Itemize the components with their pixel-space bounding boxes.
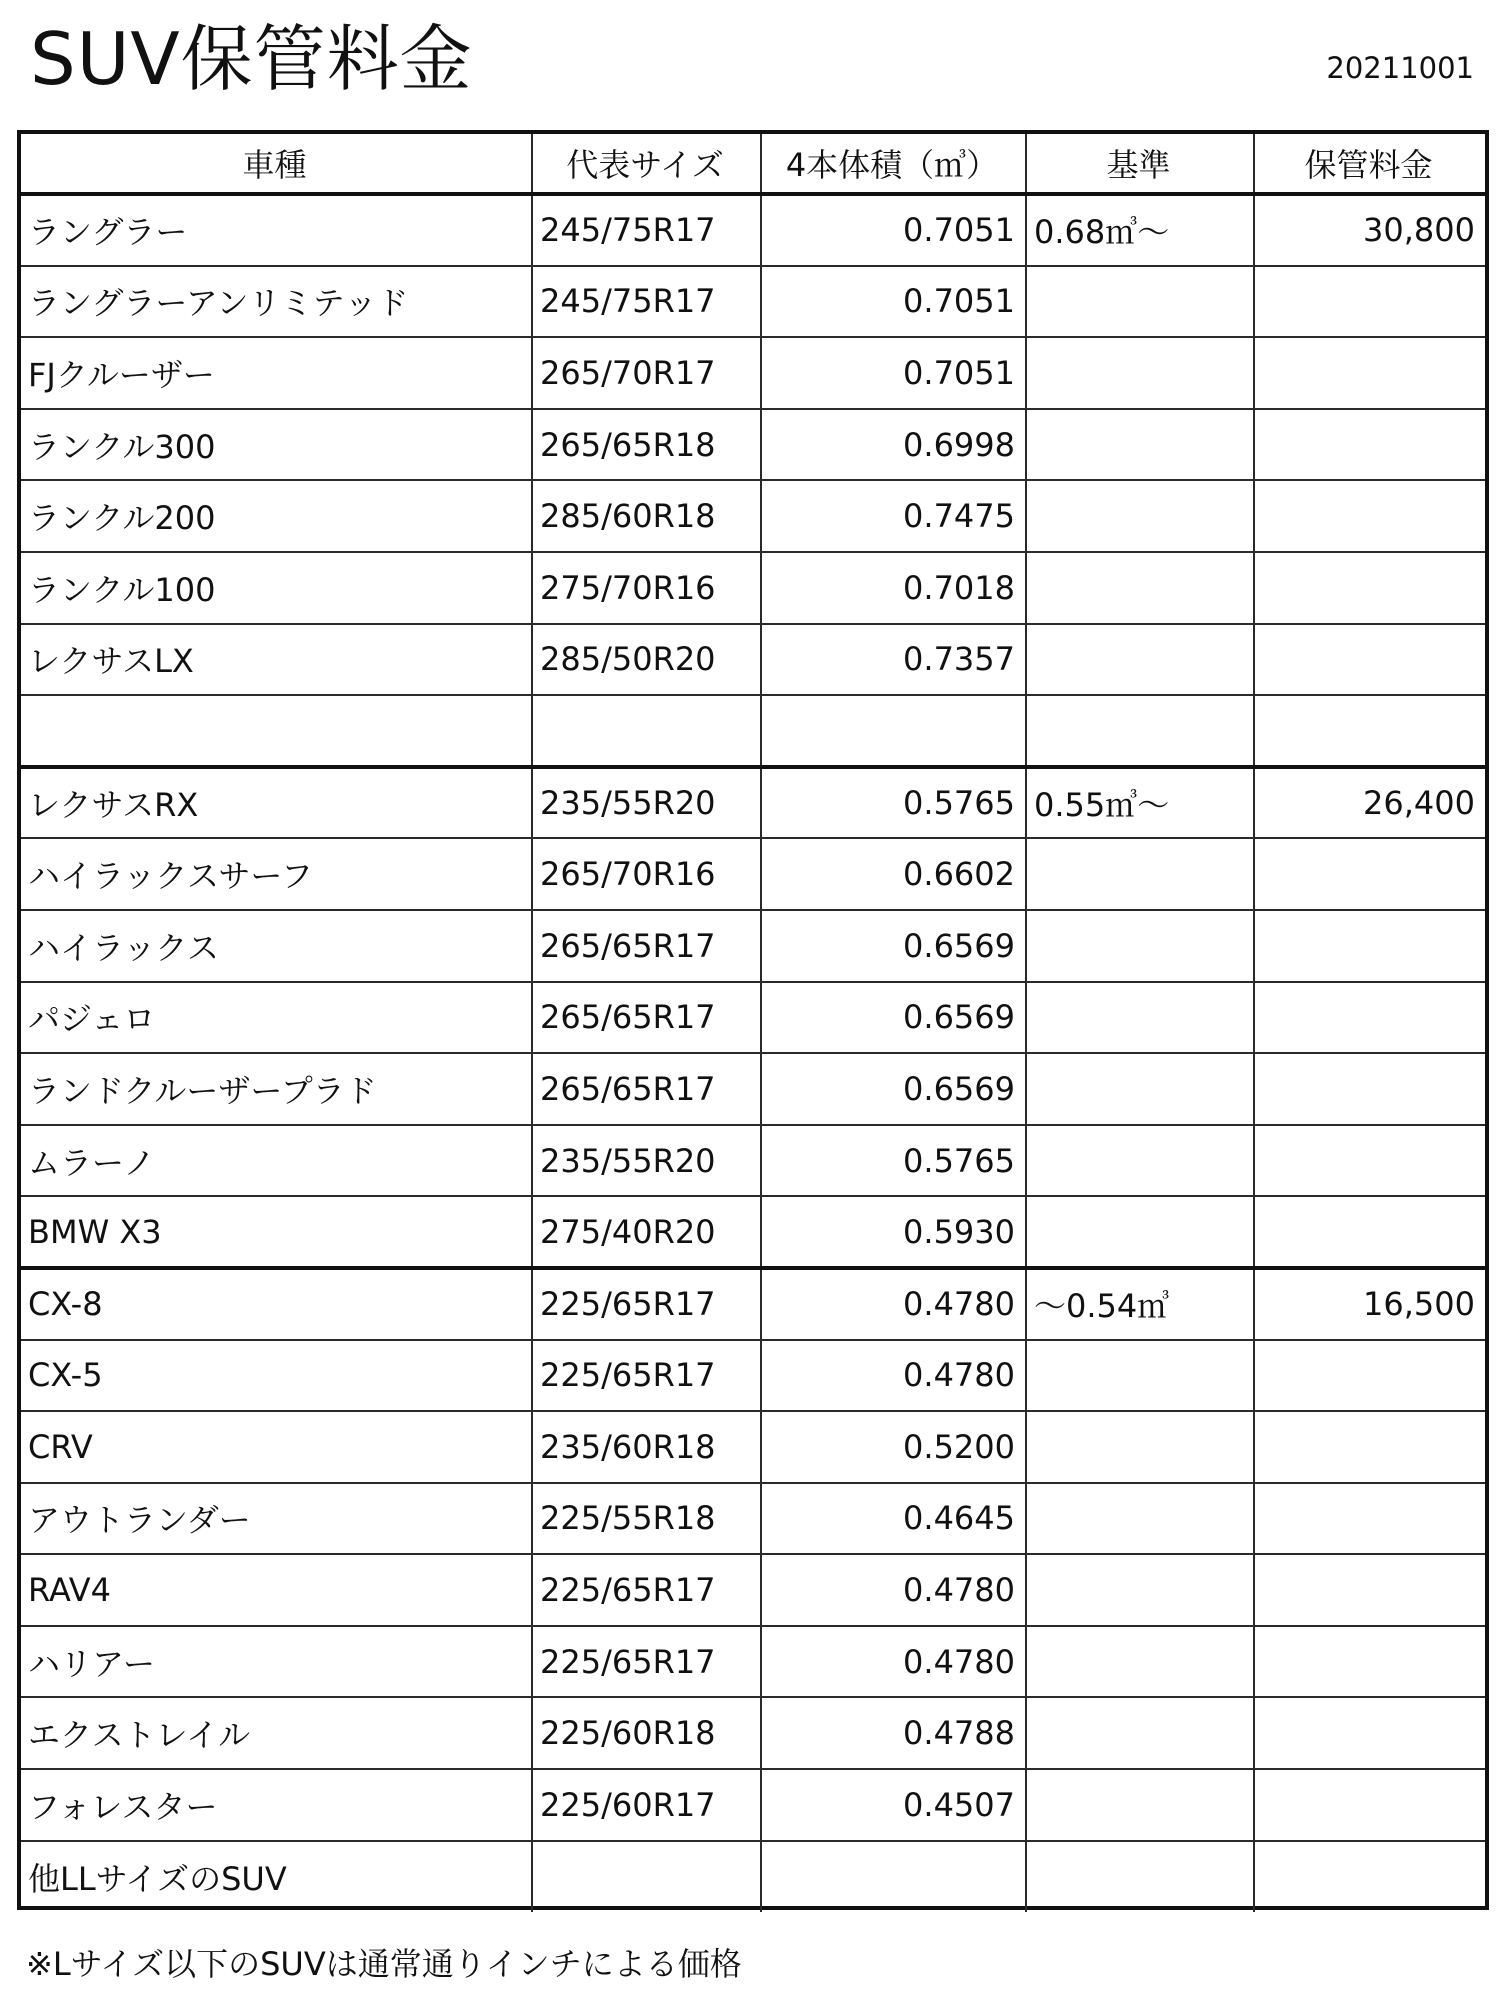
cell-fee — [1254, 1125, 1485, 1197]
cell-fee — [1254, 1554, 1485, 1626]
cell-size: 225/60R18 — [532, 1697, 761, 1769]
cell-volume — [761, 1841, 1026, 1913]
table-row — [21, 552, 1485, 624]
cell-fee — [1254, 838, 1485, 910]
cell-standard — [1026, 838, 1254, 910]
column-header-model: 車種 — [21, 134, 532, 194]
cell-model: ランクル200 — [21, 480, 532, 552]
table-row — [21, 1554, 1485, 1626]
table-row — [21, 1053, 1485, 1125]
cell-size: 245/75R17 — [532, 194, 761, 266]
cell-size: 225/55R18 — [532, 1483, 761, 1555]
cell-volume: 0.6569 — [761, 910, 1026, 982]
cell-standard — [1026, 624, 1254, 696]
cell-size: 225/65R17 — [532, 1340, 761, 1412]
table-row — [21, 767, 1485, 839]
cell-standard — [1026, 1125, 1254, 1197]
cell-fee — [1254, 1769, 1485, 1841]
cell-volume: 0.4780 — [761, 1554, 1026, 1626]
cell-model: ランクル100 — [21, 552, 532, 624]
cell-model: ラングラー — [21, 194, 532, 266]
cell-volume: 0.5765 — [761, 1125, 1026, 1197]
cell-standard — [1026, 1411, 1254, 1483]
cell-volume: 0.4507 — [761, 1769, 1026, 1841]
cell-size: 225/65R17 — [532, 1554, 761, 1626]
cell-standard — [1026, 409, 1254, 481]
cell-fee — [1254, 1841, 1485, 1913]
cell-model: フォレスター — [21, 1769, 532, 1841]
column-header-volume: 4本体積（㎥） — [761, 134, 1026, 194]
cell-size: 265/65R18 — [532, 409, 761, 481]
cell-fee — [1254, 910, 1485, 982]
table-row — [21, 194, 1485, 266]
cell-fee — [1254, 982, 1485, 1054]
cell-volume: 0.6998 — [761, 409, 1026, 481]
cell-size: 275/40R20 — [532, 1196, 761, 1268]
cell-size: 285/60R18 — [532, 480, 761, 552]
cell-size: 235/55R20 — [532, 767, 761, 839]
table-row — [21, 1411, 1485, 1483]
cell-standard — [1026, 1554, 1254, 1626]
page-title: SUV保管料金 — [30, 17, 473, 101]
table-row — [21, 838, 1485, 910]
cell-volume: 0.7357 — [761, 624, 1026, 696]
cell-model: ランドクルーザープラド — [21, 1053, 532, 1125]
cell-standard — [1026, 1697, 1254, 1769]
table-row — [21, 1268, 1485, 1340]
cell-volume: 0.7051 — [761, 337, 1026, 409]
table-row — [21, 624, 1485, 696]
cell-size: 275/70R16 — [532, 552, 761, 624]
cell-volume: 0.6569 — [761, 982, 1026, 1054]
cell-size: 245/75R17 — [532, 266, 761, 338]
cell-volume: 0.4780 — [761, 1268, 1026, 1340]
table-row — [21, 1841, 1485, 1913]
table-row — [21, 695, 1485, 767]
cell-model: CX-8 — [21, 1268, 532, 1340]
cell-standard: 〜0.54㎥ — [1026, 1268, 1254, 1340]
document-date: 20211001 — [1326, 51, 1474, 85]
cell-standard — [1026, 552, 1254, 624]
cell-model: レクサスLX — [21, 624, 532, 696]
cell-size: 265/70R16 — [532, 838, 761, 910]
table-row — [21, 337, 1485, 409]
cell-model: レクサスRX — [21, 767, 532, 839]
table-row — [21, 409, 1485, 481]
cell-volume: 0.6602 — [761, 838, 1026, 910]
cell-fee — [1254, 1340, 1485, 1412]
table-row — [21, 480, 1485, 552]
cell-standard — [1026, 910, 1254, 982]
cell-volume: 0.5930 — [761, 1196, 1026, 1268]
cell-size: 265/65R17 — [532, 1053, 761, 1125]
column-header-size: 代表サイズ — [532, 134, 761, 194]
cell-fee — [1254, 266, 1485, 338]
table-row — [21, 982, 1485, 1054]
cell-size: 225/60R17 — [532, 1769, 761, 1841]
cell-fee — [1254, 1053, 1485, 1125]
cell-standard — [1026, 982, 1254, 1054]
cell-size: 225/65R17 — [532, 1268, 761, 1340]
table-row — [21, 1340, 1485, 1412]
cell-volume: 0.4780 — [761, 1340, 1026, 1412]
cell-volume: 0.4780 — [761, 1626, 1026, 1698]
table-row — [21, 1483, 1485, 1555]
cell-size: 225/65R17 — [532, 1626, 761, 1698]
cell-standard — [1026, 266, 1254, 338]
cell-volume: 0.7051 — [761, 266, 1026, 338]
cell-fee — [1254, 624, 1485, 696]
cell-model: FJクルーザー — [21, 337, 532, 409]
cell-standard — [1026, 337, 1254, 409]
cell-fee — [1254, 480, 1485, 552]
storage-fee-table-frame — [17, 130, 1489, 1910]
column-header-standard: 基準 — [1026, 134, 1254, 194]
cell-fee — [1254, 1626, 1485, 1698]
table-row — [21, 1125, 1485, 1197]
cell-fee — [1254, 409, 1485, 481]
cell-standard — [1026, 1196, 1254, 1268]
cell-volume: 0.5200 — [761, 1411, 1026, 1483]
cell-fee: 30,800 — [1254, 194, 1485, 266]
cell-size — [532, 1841, 761, 1913]
cell-fee: 26,400 — [1254, 767, 1485, 839]
cell-standard — [1026, 695, 1254, 767]
cell-standard — [1026, 1841, 1254, 1913]
cell-fee: 16,500 — [1254, 1268, 1485, 1340]
cell-volume: 0.7475 — [761, 480, 1026, 552]
table-row — [21, 1196, 1485, 1268]
storage-fee-table — [21, 134, 1485, 1912]
cell-standard — [1026, 1769, 1254, 1841]
cell-standard: 0.68㎥〜 — [1026, 194, 1254, 266]
table-body — [21, 194, 1485, 1912]
cell-fee — [1254, 1483, 1485, 1555]
cell-standard — [1026, 480, 1254, 552]
column-header-fee: 保管料金 — [1254, 134, 1485, 194]
cell-volume: 0.4788 — [761, 1697, 1026, 1769]
cell-fee — [1254, 1196, 1485, 1268]
cell-model: パジェロ — [21, 982, 532, 1054]
cell-model: ハリアー — [21, 1626, 532, 1698]
cell-model: アウトランダー — [21, 1483, 532, 1555]
cell-standard: 0.55㎥〜 — [1026, 767, 1254, 839]
cell-size: 235/60R18 — [532, 1411, 761, 1483]
cell-fee — [1254, 695, 1485, 767]
cell-fee — [1254, 1411, 1485, 1483]
cell-size: 265/70R17 — [532, 337, 761, 409]
cell-model: ラングラーアンリミテッド — [21, 266, 532, 338]
cell-volume: 0.7018 — [761, 552, 1026, 624]
cell-model: ランクル300 — [21, 409, 532, 481]
footnote: ※Lサイズ以下のSUVは通常通りインチによる価格 — [26, 1945, 742, 1983]
table-row — [21, 1697, 1485, 1769]
cell-standard — [1026, 1053, 1254, 1125]
cell-size: 285/50R20 — [532, 624, 761, 696]
cell-volume: 0.6569 — [761, 1053, 1026, 1125]
cell-volume — [761, 695, 1026, 767]
cell-model: エクストレイル — [21, 1697, 532, 1769]
table-row — [21, 910, 1485, 982]
cell-standard — [1026, 1483, 1254, 1555]
cell-model: BMW X3 — [21, 1196, 532, 1268]
cell-model: CX-5 — [21, 1340, 532, 1412]
cell-volume: 0.5765 — [761, 767, 1026, 839]
cell-volume: 0.7051 — [761, 194, 1026, 266]
cell-model: RAV4 — [21, 1554, 532, 1626]
cell-size: 235/55R20 — [532, 1125, 761, 1197]
cell-volume: 0.4645 — [761, 1483, 1026, 1555]
cell-model — [21, 695, 532, 767]
cell-model: ハイラックス — [21, 910, 532, 982]
cell-model: CRV — [21, 1411, 532, 1483]
cell-model: ハイラックスサーフ — [21, 838, 532, 910]
table-header-row — [21, 134, 1485, 194]
cell-model: ムラーノ — [21, 1125, 532, 1197]
cell-standard — [1026, 1340, 1254, 1412]
table-row — [21, 1626, 1485, 1698]
cell-size — [532, 695, 761, 767]
table-row — [21, 266, 1485, 338]
cell-fee — [1254, 552, 1485, 624]
cell-size: 265/65R17 — [532, 982, 761, 1054]
table-row — [21, 1769, 1485, 1841]
cell-fee — [1254, 1697, 1485, 1769]
cell-standard — [1026, 1626, 1254, 1698]
cell-model: 他LLサイズのSUV — [21, 1841, 532, 1913]
cell-size: 265/65R17 — [532, 910, 761, 982]
cell-fee — [1254, 337, 1485, 409]
